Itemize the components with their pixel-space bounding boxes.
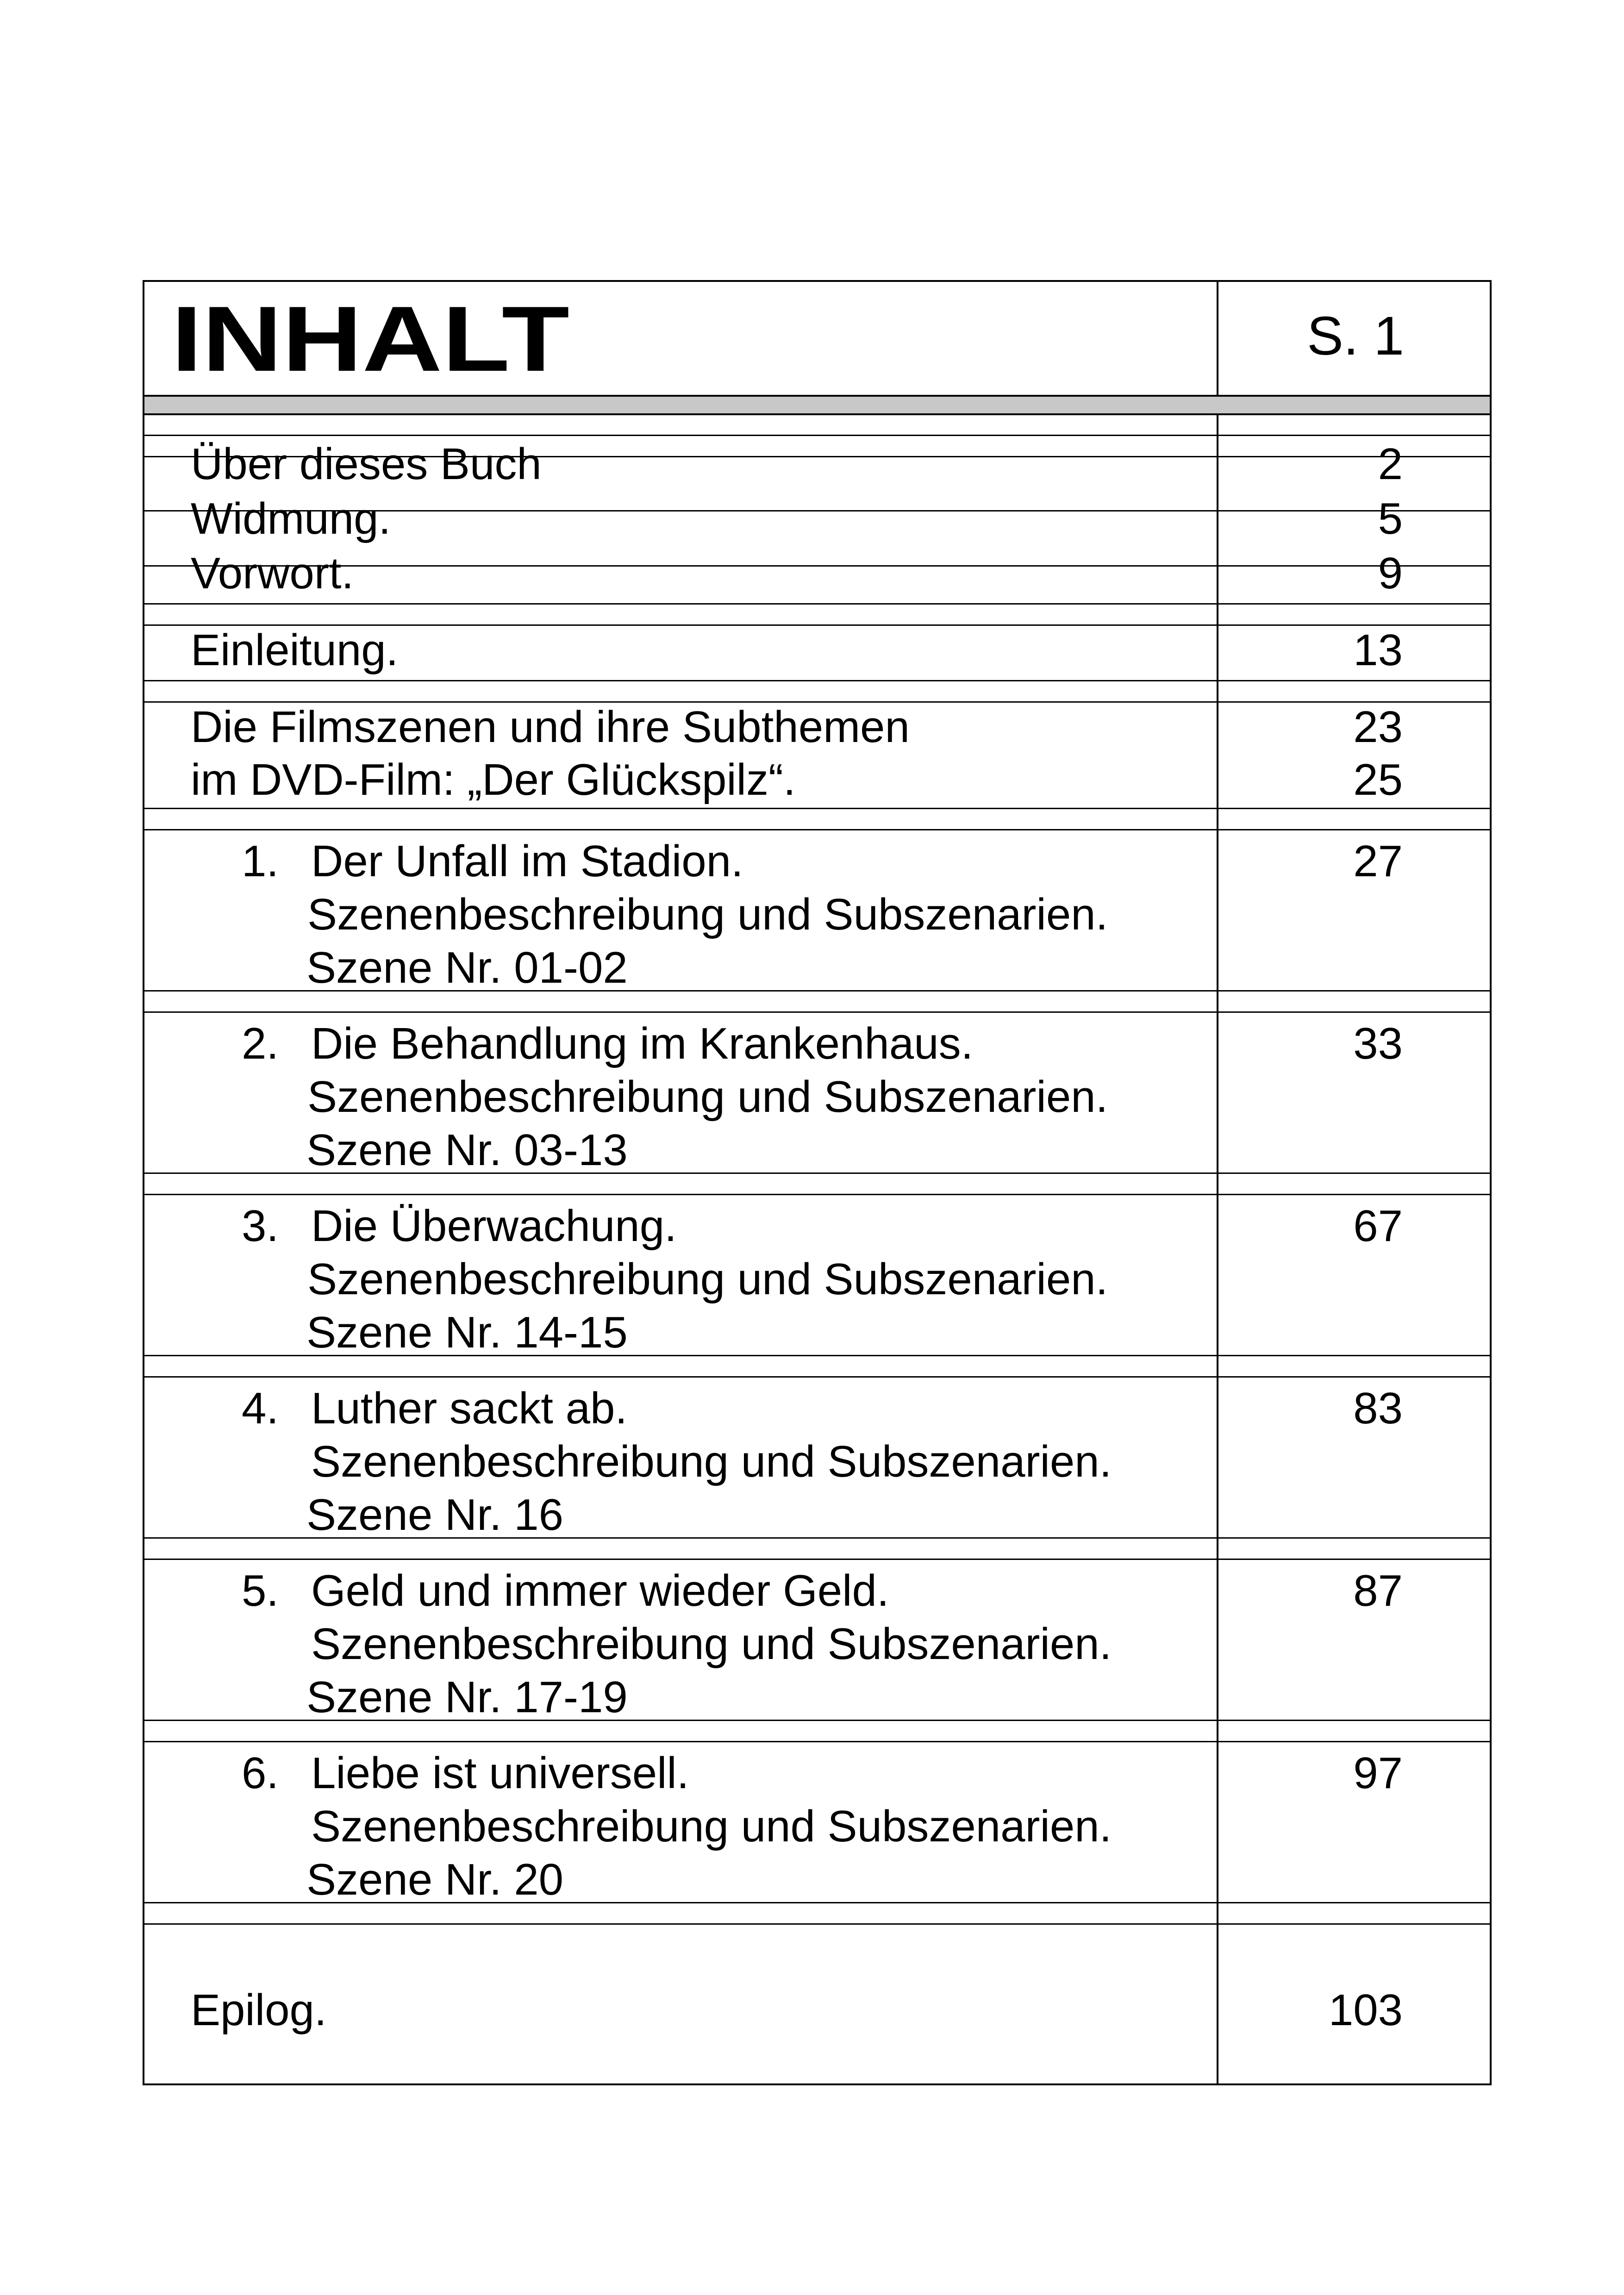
- chapter-page: 67: [1353, 1201, 1403, 1251]
- toc-entry-label: im DVD-Film: „Der Glückspilz“.: [191, 755, 796, 804]
- divider: [144, 1011, 1490, 1013]
- epilog-page: 103: [1328, 1985, 1403, 2035]
- chapter-number: 6.: [242, 1748, 279, 1798]
- toc-entry-label: Über dieses Buch: [191, 439, 542, 489]
- toc-entry-page: 9: [1378, 549, 1403, 598]
- header-separator-band: [144, 395, 1490, 415]
- toc-entry-label: Vorwort.: [191, 549, 354, 598]
- toc-entry-page: 13: [1353, 625, 1403, 675]
- divider: [144, 1194, 1490, 1195]
- toc-entry-page: 5: [1378, 494, 1403, 543]
- chapter-title: Liebe ist universell.: [311, 1748, 689, 1798]
- divider: [144, 808, 1490, 809]
- chapter-page: 83: [1353, 1384, 1403, 1433]
- chapter-scene: Szene Nr. 17-19: [306, 1672, 628, 1722]
- chapter-number: 4.: [242, 1384, 279, 1433]
- divider: [144, 1376, 1490, 1378]
- chapter-subtitle: Szenenbeschreibung und Subszenarien.: [311, 1437, 1112, 1486]
- chapter-scene: Szene Nr. 01-02: [306, 943, 628, 992]
- page-title-text: INHALT: [171, 300, 569, 374]
- chapter-number: 2.: [242, 1019, 279, 1068]
- divider: [144, 1741, 1490, 1742]
- divider: [144, 603, 1490, 605]
- chapter-title: Der Unfall im Stadion.: [311, 836, 743, 886]
- chapter-number: 5.: [242, 1566, 279, 1615]
- chapter-subtitle: Szenenbeschreibung und Subszenarien.: [307, 1072, 1108, 1122]
- divider: [144, 829, 1490, 830]
- toc-entry-label: Widmung.: [191, 494, 391, 543]
- chapter-number: 1.: [242, 836, 279, 886]
- divider: [144, 680, 1490, 681]
- chapter-subtitle: Szenenbeschreibung und Subszenarien.: [307, 890, 1108, 939]
- chapter-scene: Szene Nr. 03-13: [306, 1125, 628, 1175]
- toc-entry-label: Die Filmszenen und ihre Subthemen: [191, 702, 910, 752]
- chapter-title: Die Überwachung.: [311, 1201, 677, 1251]
- page-title: [171, 300, 569, 374]
- chapter-page: 33: [1353, 1019, 1403, 1068]
- chapter-scene: Szene Nr. 20: [306, 1855, 563, 1904]
- chapter-page: 27: [1353, 836, 1403, 886]
- chapter-title: Die Behandlung im Krankenhaus.: [311, 1019, 974, 1068]
- divider: [144, 1923, 1490, 1925]
- chapter-page: 97: [1353, 1748, 1403, 1798]
- chapter-subtitle: Szenenbeschreibung und Subszenarien.: [311, 1802, 1112, 1851]
- column-divider: [1217, 282, 1218, 2083]
- toc-entry-page: 2: [1378, 439, 1403, 489]
- chapter-scene: Szene Nr. 14-15: [306, 1308, 628, 1357]
- divider: [144, 435, 1490, 436]
- chapter-scene: Szene Nr. 16: [306, 1490, 563, 1540]
- toc-entry-label: Einleitung.: [191, 625, 399, 675]
- table-of-contents: [143, 280, 1492, 2085]
- chapter-page: 87: [1353, 1566, 1403, 1615]
- chapter-title: Luther sackt ab.: [311, 1384, 628, 1433]
- chapter-subtitle: Szenenbeschreibung und Subszenarien.: [307, 1254, 1108, 1304]
- page-column-heading: S. 1: [1307, 306, 1404, 367]
- chapter-number: 3.: [242, 1201, 279, 1251]
- chapter-title: Geld und immer wieder Geld.: [311, 1566, 889, 1615]
- chapter-subtitle: Szenenbeschreibung und Subszenarien.: [311, 1619, 1112, 1669]
- toc-entry-page: 23: [1353, 702, 1403, 752]
- toc-entry-page: 25: [1353, 755, 1403, 804]
- divider: [144, 1559, 1490, 1560]
- epilog-label: Epilog.: [191, 1985, 327, 2035]
